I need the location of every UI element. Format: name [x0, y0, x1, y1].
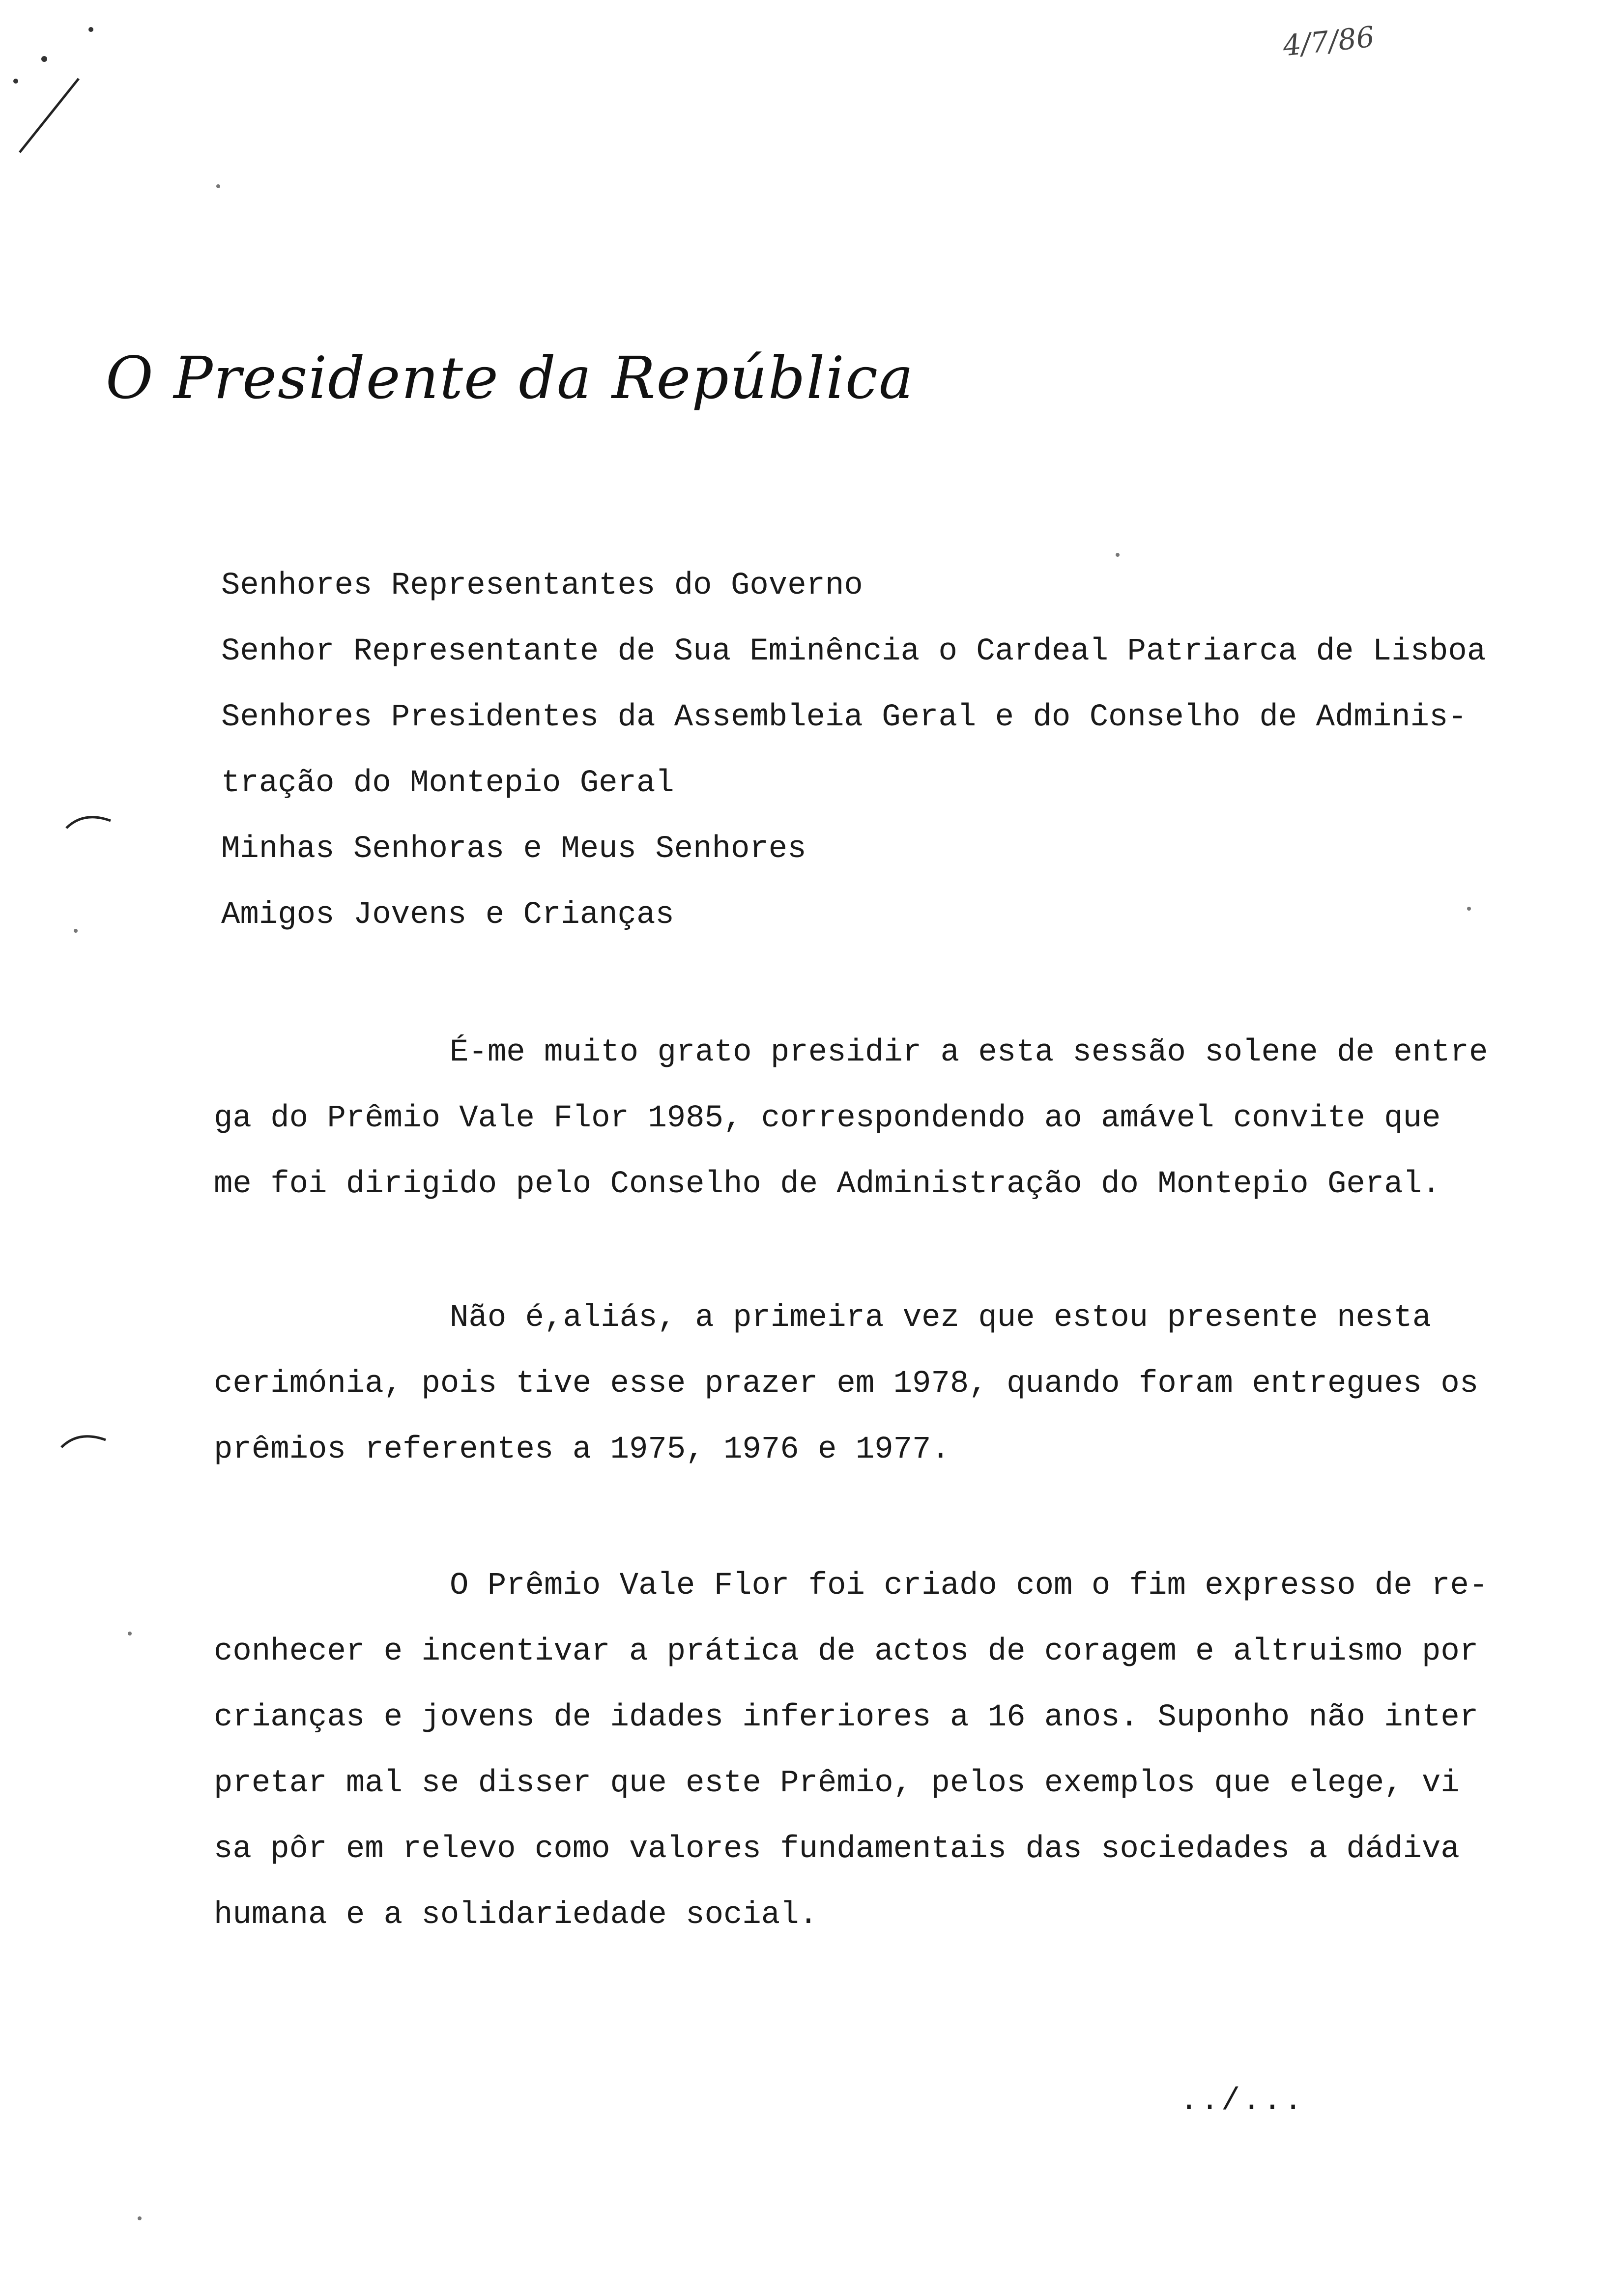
pen-stroke-mark	[5, 10, 93, 157]
archive-reference: 4/7/86	[1281, 20, 1376, 63]
paragraph	[214, 1285, 1536, 1483]
salutation-block	[221, 553, 1486, 948]
text-line: ga do Prêmio Vale Flor 1985, correspondendo ao amável convite que	[214, 1101, 1441, 1136]
speck	[1116, 553, 1120, 557]
speck	[1467, 907, 1471, 911]
salutation-line: Senhores Representantes do Governo	[221, 568, 863, 603]
text-line: sa pôr em relevo como valores fundamentais das sociedades a dádiva	[214, 1832, 1460, 1867]
salutation-line: Minhas Senhoras e Meus Senhores	[221, 832, 806, 867]
text-line: cerimónia, pois tive esse prazer em 1978, quando foram entregues os	[214, 1366, 1479, 1402]
letterhead-title: O Presidente da República	[106, 344, 915, 412]
text-line: É-me muito grato presidir a esta sessão solene de entre	[450, 1035, 1488, 1070]
text-line: O Prêmio Vale Flor foi criado com o fim expresso de re-	[450, 1568, 1488, 1604]
paragraph	[214, 1553, 1536, 1948]
continuation-marker: ../...	[1180, 2084, 1305, 2119]
speck	[216, 184, 220, 188]
text-line: conhecer e incentivar a prática de actos de coragem e altruismo por	[214, 1634, 1479, 1669]
speck	[128, 1632, 132, 1636]
salutation-line: Senhores Presidentes da Assembleia Geral e do Conselho de Adminis-	[221, 700, 1467, 735]
speck	[138, 2216, 142, 2220]
salutation-line: tração do Montepio Geral	[221, 766, 674, 801]
salutation-line: Senhor Representante de Sua Eminência o Cardeal Patriarca de Lisboa	[221, 634, 1486, 669]
text-line: crianças e jovens de idades inferiores a 16 anos. Suponho não inter	[214, 1700, 1479, 1735]
text-line: humana e a solidariedade social.	[214, 1897, 818, 1933]
punch-hole-mark	[64, 811, 113, 831]
text-line: me foi dirigido pelo Conselho de Administração do Montepio Geral.	[214, 1167, 1441, 1202]
paragraph	[214, 1020, 1536, 1217]
speck	[74, 929, 78, 933]
text-line: pretar mal se disser que este Prêmio, pelos exemplos que elege, vi	[214, 1766, 1460, 1801]
text-line: Não é,aliás, a primeira vez que estou presente nesta	[450, 1300, 1432, 1336]
salutation-line: Amigos Jovens e Crianças	[221, 897, 674, 933]
text-line: prêmios referentes a 1975, 1976 e 1977.	[214, 1432, 950, 1467]
punch-hole-mark	[59, 1430, 108, 1450]
